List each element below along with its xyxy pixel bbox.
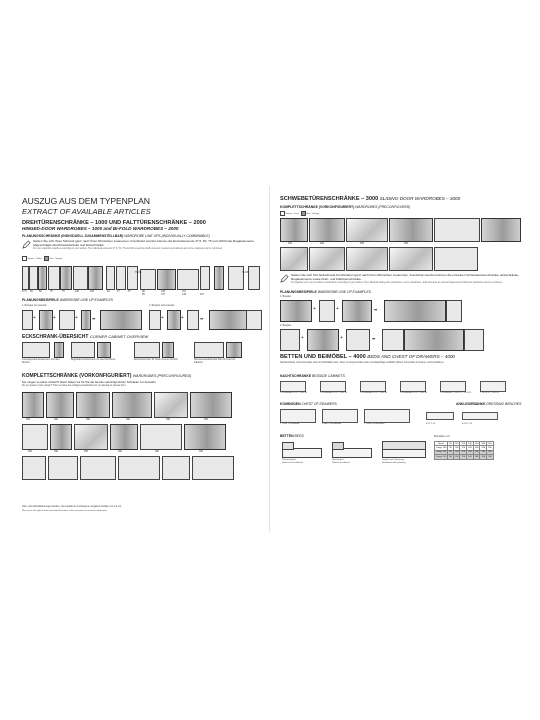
- width-label: 128: [161, 290, 165, 293]
- section-heading: SCHWEBETÜRENSCHRÄNKE – 3000 SLIDING-DOOR WARDROBES – 3000: [280, 196, 461, 202]
- width-label: 37,5: [22, 290, 27, 293]
- width-label: 200: [320, 242, 324, 245]
- nightstand-caption: 3 Schubladen B 52 T 38 H 61: [400, 392, 428, 394]
- nightstand-caption: 1 Tür B 52 T 38 H 51: [480, 392, 500, 394]
- width-label: 300: [204, 418, 208, 421]
- width-label: 250: [166, 418, 170, 421]
- legend-swatch: [280, 211, 285, 216]
- legend-swatch: [22, 256, 27, 261]
- corner-caption: Panorama-Eckschrank über 90 Grad mit Falttüren: [194, 359, 236, 364]
- right-page: SCHWEBETÜRENSCHRÄNKE – 3000 SLIDING-DOOR WARDROBES – 3000 KOMPLETTSCHRÄNKE (VORKONFIGURIERT) WARDROBES (PRECONFIGURED) Korpus · Front Glas · Spiegel 150 200 250 300 Stellen Sie sich Ihre Eckschrank-Kombination ganz nach Ihren Wünschen zusammen. Kombiniert werden können die einzelnen Schwebetürenschränke, Eckschränke, Regalelemente sowie Dreh- und Falttürenschränke. Put together your corner cabinet combination according to your wishes. The individual sliding-door wardrobes, corner wardrobes, shelf elements as well as hinged and bi-fold door wardrobes can be combined. PLANUNGSBEISPIELE WARDROBE LINE UP EXAMPLES 1. Beispiel + + ➡ 2. Beispiel + + ➡ BETTEN UND BEIMÖBEL – 4000 BEDS AND CHEST OF DRAWERS – 4000 Nachtschränke und Kommoden sind mit Schubladen bzw. Türen in Korpus-Farben oder mit Glasauflage erhältlich. Betten mit Kopfteil in Korpus- und Frontfarben. NACHTSCHRÄNKE BEDSIDE CABINETS 2 Schubladen B 52 T 38 H 41 2 Schubladen B 52 T 38 H 51 2 Schubladen B 52 T 38 H 61 3 Schubladen B 52 T 38 H 61 1 Schublade 1 Tür B 52 T 38 H 51 1 Tür B 52 T 38 H 51 KOMMODEN CHEST OF DRAWERS ANKLEIDEBÄNKE DRESSING BENCHES 2 Türen 1 Schublade 4 oder 6 Schubladen 3 Türen 4 Schubladen B 95 T 43 B 120 T 43 BETTEN BEDS Polsterkopfteil Upholstered headboard Holzkopfteil Wooden headboard Kopfteil mit Polsterung Headboard with upholstery Bettmaße in cm Breite 90 100 120 140 160 180 200 Länge 190 96 106 126 146 166 186 206 Länge 200 96 106 126 146 166 186 206 Länge 210 96 106 126 146 166 186 206: [280, 196, 522, 464]
- example-label: 2. Beispiel: [280, 324, 292, 327]
- legend-swatch: [44, 256, 49, 261]
- size-table-title: Bettmaße in cm: [434, 436, 451, 438]
- example-label: 2. Beispiel 2nd example: [149, 304, 175, 307]
- bench-caption: B 120 T 43: [462, 423, 473, 425]
- legend-row: Korpus · Falttür Glas · Spiegel: [22, 256, 62, 261]
- width-label: 157: [200, 293, 204, 296]
- width-label: 100: [75, 290, 79, 293]
- width-label: 57: [128, 290, 131, 293]
- width-label: 98: [142, 290, 145, 293]
- width-label: 50: [30, 290, 33, 293]
- examples-heading: PLANUNGSBEISPIELE WARDROBE LINE UP EXAMPLES: [22, 298, 113, 302]
- chest-caption: 2 Türen 1 Schublade: [280, 423, 300, 425]
- width-label: 75: [62, 290, 65, 293]
- beds-note: Nachtschränke und Kommoden sind mit Schubladen bzw. Türen in Korpus-Farben oder mit Glasauflage erhältlich. Betten mit Kopfteil in Korpus- und Frontfarben.: [280, 362, 445, 364]
- width-label: 50: [39, 290, 42, 293]
- footer-note: Farb- und Modelländerungen bleiben, die Auswahl an vorhandenen Angaben behalten wir uns vor.: [22, 506, 122, 508]
- page-title: AUSZUG AUS DEM TYPENPLAN: [22, 196, 150, 206]
- corner-heading: ECKSCHRANK-ÜBERSICHT CORNER CABINET OVERVIEW: [22, 334, 149, 340]
- beds-heading: BETTEN UND BEIMÖBEL – 4000 BEDS AND CHEST OF DRAWERS – 4000: [280, 354, 455, 360]
- bed-caption-en: Wooden headboard: [332, 462, 350, 464]
- beds-label: BETTEN BEDS: [280, 434, 304, 438]
- nightstand-heading: NACHTSCHRÄNKE BEDSIDE CABINETS: [280, 374, 345, 378]
- width-label: 40: [107, 290, 110, 293]
- width-label: 250: [84, 450, 88, 453]
- width-label: 200: [28, 450, 32, 453]
- width-label: 137: [161, 293, 165, 296]
- width-label: 300: [404, 242, 408, 245]
- width-label: 300: [199, 450, 203, 453]
- width-label: 47: [117, 290, 120, 293]
- width-label: 200: [54, 418, 58, 421]
- bench-heading: ANKLEIDEBÄNKE DRESSING BENCHES: [456, 402, 522, 406]
- catalog-spread: [14, 186, 526, 532]
- bed-caption-en: Upholstered headboard: [282, 462, 303, 464]
- table-row: Breite 90 100 120 140 160 180 200: [435, 442, 494, 446]
- chest-caption: 4 oder 6 Schubladen: [322, 423, 342, 425]
- pencil-icon: [22, 240, 31, 249]
- planning-note: Stellen Sie sich Ihren Schrank ganz nach Ihren Wünschen zusammen. Kombiniert werden können die Einzelelemente 37,5, 50, 75 und 100 breite Regalelemente, abgeschrägte Abschlussschränke und Eckschränke.: [33, 239, 255, 247]
- complete-heading: KOMPLETTSCHRÄNKE (VORKONFIGURIERT) WARDROBES (PRECONFIGURED): [280, 205, 411, 209]
- preconf-heading: KOMPLETTSCHRÄNKE (VORKONFIGURIERT) WARDROBES (PRECONFIGURED): [22, 373, 192, 379]
- page-gutter: [269, 186, 270, 532]
- bench-caption: B 95 T 43: [426, 423, 435, 425]
- chest-caption: 3 Türen 4 Schubladen: [364, 423, 385, 425]
- table-row: Länge 190 96 106 126 146 166 186 206: [436, 447, 492, 450]
- planning-heading: PLANUNGSSCHRÄNKE (INDIVIDUELL ZUSAMMENSTELLBAR) WARDROBE LINE UPS (INDIVIDUALLY COMBINABLE): [22, 234, 210, 238]
- width-label: 100: [90, 290, 94, 293]
- nightstand-caption: 2 Schubladen B 52 T 38 H 61: [360, 392, 388, 394]
- examples-heading: PLANUNGSBEISPIELE WARDROBE LINE UP EXAMPLES: [280, 290, 371, 294]
- table-row: Länge 200 96 106 126 146 166 186 206: [436, 451, 492, 454]
- bed-caption: Kopfteil mit Polsterung: [382, 459, 404, 461]
- section-subheading: HINGED-DOOR WARDROBES – 1000 and BI-FOLD WARDROBES – 2000: [22, 226, 179, 231]
- page-subtitle: EXTRACT OF AVAILABLE ARTICLES: [22, 207, 151, 216]
- legend-swatch: [301, 211, 306, 216]
- section-heading: DREHTÜRENSCHRÄNKE – 1000 UND FALTTÜRENSCHRÄNKE – 2000: [22, 220, 206, 226]
- bed-caption-en: Headboard with upholstery: [382, 462, 406, 464]
- width-label: 150: [288, 242, 292, 245]
- width-label: 300: [155, 450, 159, 453]
- table-row: Länge 210 96 106 126 146 166 186 206: [436, 455, 492, 458]
- width-label: 200: [118, 450, 122, 453]
- preconf-note: Sie mögen es lieber einfach? Dann haben wir für Sie die bereits vorkonfigurierten Schränke zur Auswahl.: [22, 380, 157, 384]
- chest-heading: KOMMODEN CHEST OF DRAWERS: [280, 402, 337, 406]
- width-label: 146: [182, 293, 186, 296]
- width-label: 75: [50, 290, 53, 293]
- legend-row: Korpus · Front Glas · Spiegel: [280, 211, 319, 216]
- nightstand-caption: 2 Schubladen B 52 T 38 H 41: [280, 392, 308, 394]
- width-label: 250: [360, 242, 364, 245]
- width-label: 157: [182, 290, 186, 293]
- width-label: 150: [54, 450, 58, 453]
- width-label: 150: [26, 418, 30, 421]
- corner-caption: Begehbarer Eckschrank mit zwei Drehtüren: [71, 359, 116, 361]
- example-label: 1. Beispiel: [280, 295, 292, 298]
- footer-note-en: We reserve the right to color and model deviations in the correction of erroneous information.: [22, 510, 108, 512]
- width-label: 300: [126, 418, 130, 421]
- planning-note-en: Put your wardrobe together according to your wishes. The individual elements 37,5, 50, 75 and 100 as well as shelf elements, beveled end cabinets and corner cabinets can be combined.: [33, 248, 223, 250]
- bed-size-table: [434, 441, 494, 460]
- corner-caption: Innenliegendes Eckelement mit einer Drehtür: [22, 359, 60, 364]
- width-label: 65: [142, 293, 145, 296]
- left-page: AUSZUG AUS DEM TYPENPLAN EXTRACT OF AVAILABLE ARTICLES DREHTÜRENSCHRÄNKE – 1000 UND FALTTÜRENSCHRÄNKE – 2000 HINGED-DOOR WARDROBES – 1000 and BI-FOLD WARDROBES – 2000 PLANUNGSSCHRÄNKE (INDIVIDUELL ZUSAMMENSTELLBAR) WARDROBE LINE UPS (INDIVIDUALLY COMBINABLE) Stellen Sie sich Ihren Schrank ganz nach Ihren Wünschen zusammen. Kombiniert werden können die Einzelelemente 37,5, 50, 75 und 100 breite Regalelemente, abgeschrägte Abschlussschränke und Eckschränke. Put your wardrobe together according to your wishes. The individual elements 37,5, 50, 75 and 100 as well as shelf elements, beveled end cabinets and corner cabinets can be combined. Korpus · Falttür Glas · Spiegel 37,5 50 50 75 75 100 100 40 47 57 98 128 157 65 137 146 157 H 236 H 216 PLANUNGSBEISPIELE WARDROBE LINE UP EXAMPLES 1. Beispiel 1st example 2. Beispiel 2nd example + + + ➡ + + ➡ ECKSCHRANK-ÜBERSICHT CORNER CABINET OVERVIEW Innenliegendes Eckelement mit einer Drehtür Begehbarer Eckschrank mit zwei Drehtüren Eckschrank über 90 Grad mit einer Drehtür Panorama-Eckschrank über 90 Grad mit Falttüren KOMPLETTSCHRÄNKE (VORKONFIGURIERT) WARDROBES (PRECONFIGURED) Sie mögen es lieber einfach? Dann haben wir für Sie die bereits vorkonfigurierten Schränke zur Auswahl. Do you prefer it more simple? Then we have the configured wardrobes for you already to choose from. 150 200 250 300 250 300 200 150 250 200 300 300 Farb- und Modelländerungen bleiben, die Auswahl an vorhandenen Angaben behalten wir uns vor. We reserve the right to color and model deviations in the correction of erroneous information.: [14, 186, 264, 532]
- nightstand-caption: 1 Schublade 1 Tür B 52 T 38 H 51: [440, 392, 472, 394]
- pencil-icon: [280, 274, 289, 283]
- preconf-note-en: Do you prefer it more simple? Then we have the configured wardrobes for you already to choose from.: [22, 385, 127, 387]
- nightstand-caption: 2 Schubladen B 52 T 38 H 51: [320, 392, 348, 394]
- corner-caption: Eckschrank über 90 Grad mit einer Drehtür: [134, 359, 178, 361]
- planning-note: Stellen Sie sich Ihre Eckschrank-Kombination ganz nach Ihren Wünschen zusammen. Kombiniert werden können die einzelnen Schwebetürenschränke, Eckschränke, Regalelemente sowie Dreh- und Falttürenschränke.: [291, 273, 520, 281]
- example-label: 1. Beispiel 1st example: [22, 304, 47, 307]
- width-label: 250: [86, 418, 90, 421]
- height-label: H 216: [242, 271, 249, 274]
- height-label: H 236: [135, 271, 142, 274]
- bed-caption: Polsterkopfteil: [282, 459, 296, 461]
- planning-note-en: Put together your corner cabinet combination according to your wishes. The individual sliding-door wardrobes, corner wardrobes, shelf elements as well as hinged and bi-fold door wardrobes can be combined.: [291, 282, 503, 284]
- bed-caption: Holzkopfteil: [332, 459, 344, 461]
